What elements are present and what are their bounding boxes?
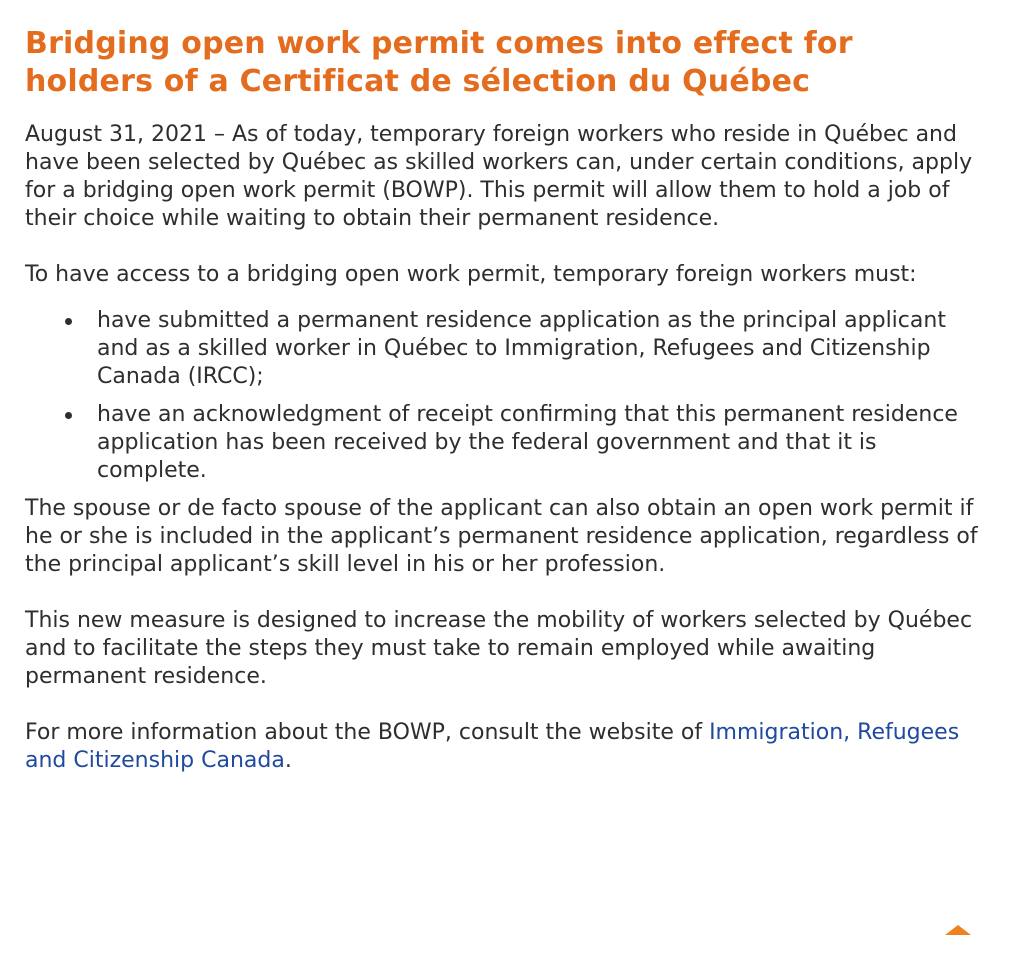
ircc-link[interactable]: Immigration, Refugees and Citizenship Canada: [25, 720, 960, 773]
article: [25, 25, 985, 775]
list-item-text: have submitted a permanent residence application as the principal applicant and as a skilled worker in Québec to Immigration, Refugees and Citizenship Canada (IRCC);: [97, 308, 946, 389]
article-title: Bridging open work permit comes into effect for holders of a Certificat de sélection du Québec: [25, 26, 853, 99]
more-info-prefix: For more information about the BOWP, consult the website of: [25, 720, 710, 745]
back-to-top-triangle-up-icon[interactable]: [945, 925, 971, 935]
bullet-icon: [65, 318, 72, 325]
requirements-list: [25, 307, 985, 485]
bullet-icon: [65, 412, 72, 419]
measure-paragraph: This new measure is designed to increase the mobility of workers selected by Québec and to facilitate the steps they must take to remain employed while awaiting permanent residence.: [25, 608, 973, 689]
list-item: [25, 401, 985, 485]
list-item: [25, 307, 985, 391]
more-info-suffix: .: [284, 748, 292, 773]
requirements-lead: To have access to a bridging open work permit, temporary foreign workers must:: [25, 262, 917, 287]
intro-paragraph: August 31, 2021 – As of today, temporary foreign workers who reside in Québec and have been selected by Québec as skilled workers can, under certain conditions, apply for a bridging open work permit (BOWP). This permit will allow them to hold a job of their choice while waiting to obtain their permanent residence.: [25, 122, 973, 231]
spouse-paragraph: The spouse or de facto spouse of the applicant can also obtain an open work permit if he or she is included in the applicant’s permanent residence application, regardless of the principal applicant’s skill level in his or her profession.: [25, 496, 978, 577]
list-item-text: have an acknowledgment of receipt confirming that this permanent residence application has been received by the federal government and that it is complete.: [97, 402, 958, 483]
more-info-paragraph: [25, 719, 985, 775]
